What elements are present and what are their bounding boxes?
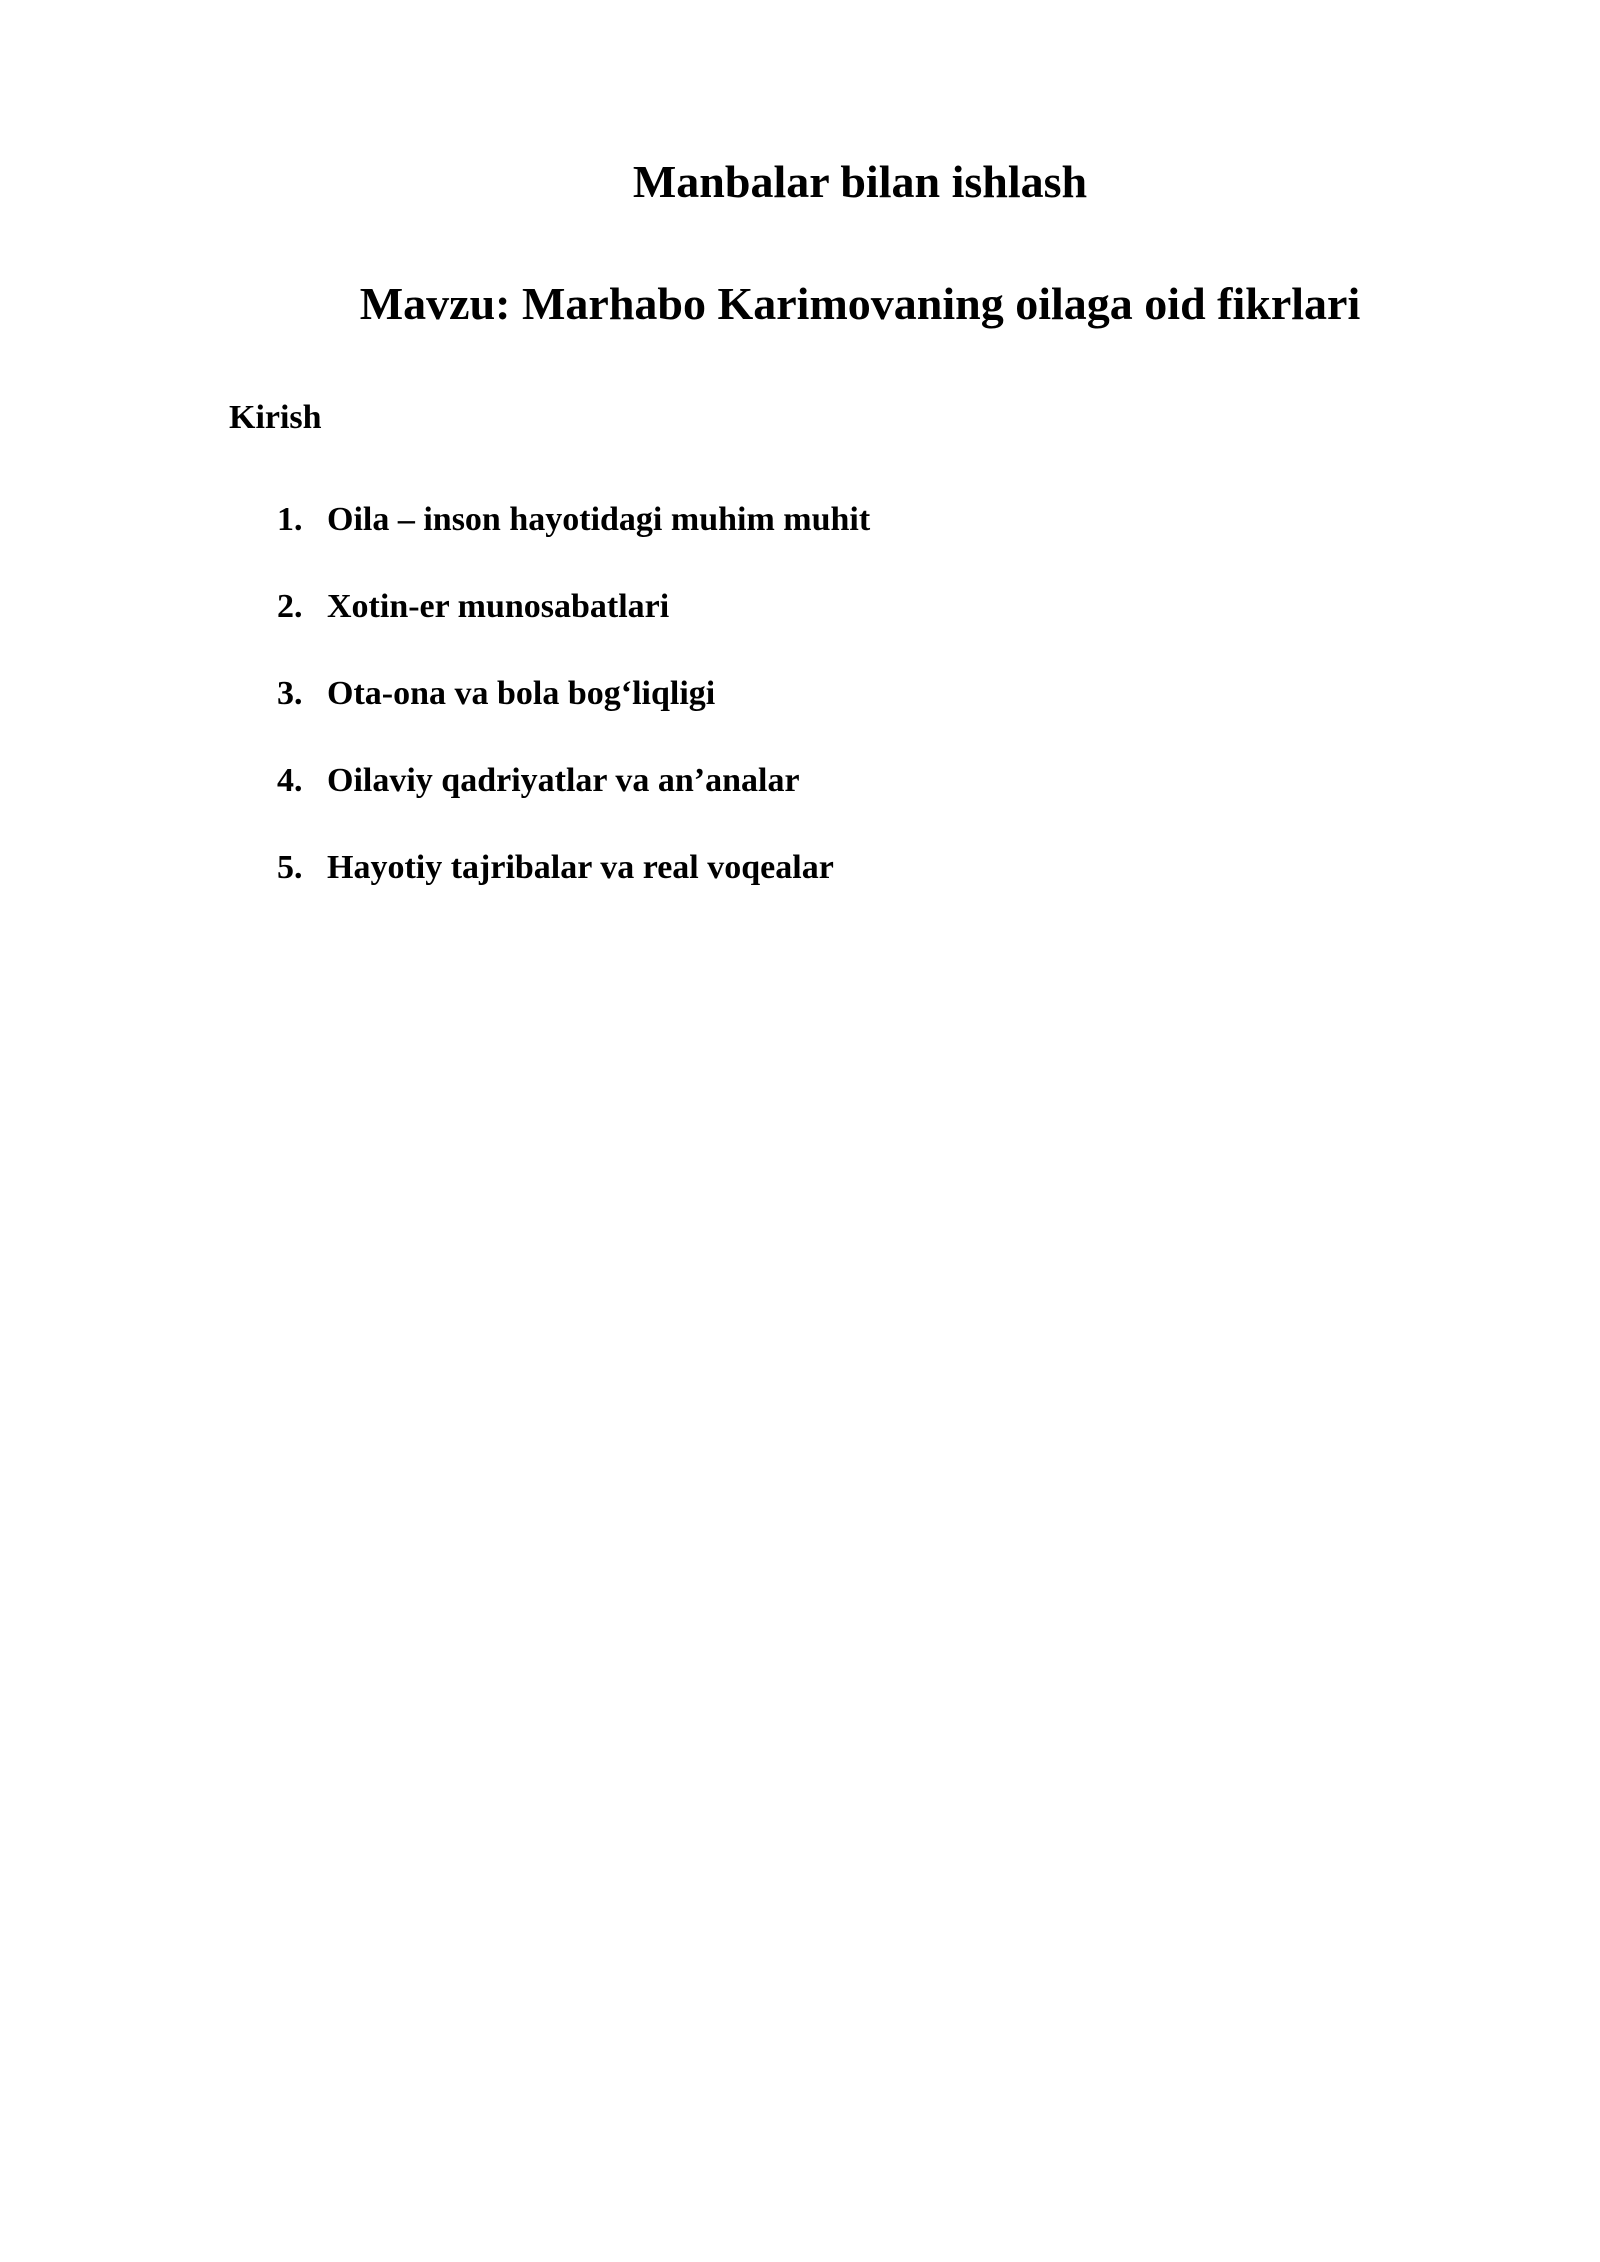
outline-item-number: 2.	[277, 588, 303, 625]
outline-item-number: 5.	[277, 849, 303, 886]
outline-item	[277, 498, 870, 585]
outline-item-text: Hayotiy tajribalar va real voqealar	[327, 849, 834, 886]
document-subtitle: Mavzu: Marhabo Karimovaning oilaga oid fikrlari	[359, 278, 1361, 329]
outline-item-number: 3.	[277, 675, 303, 712]
section-heading-introduction: Kirish	[229, 399, 322, 436]
outline-item-text: Ota-ona va bola bog‘liqligi	[327, 675, 716, 712]
outline-item	[277, 759, 870, 846]
outline-item	[277, 585, 870, 672]
outline-item-number: 1.	[277, 501, 303, 538]
outline-item-text: Oila – inson hayotidagi muhim muhit	[327, 501, 871, 538]
outline-item-text: Xotin-er munosabatlari	[327, 588, 670, 625]
outline-list	[277, 498, 870, 933]
document-title: Manbalar bilan ishlash	[632, 156, 1088, 207]
outline-item	[277, 672, 870, 759]
outline-item	[277, 846, 870, 933]
outline-item-text: Oilaviy qadriyatlar va an’analar	[327, 762, 800, 799]
outline-item-number: 4.	[277, 762, 303, 799]
